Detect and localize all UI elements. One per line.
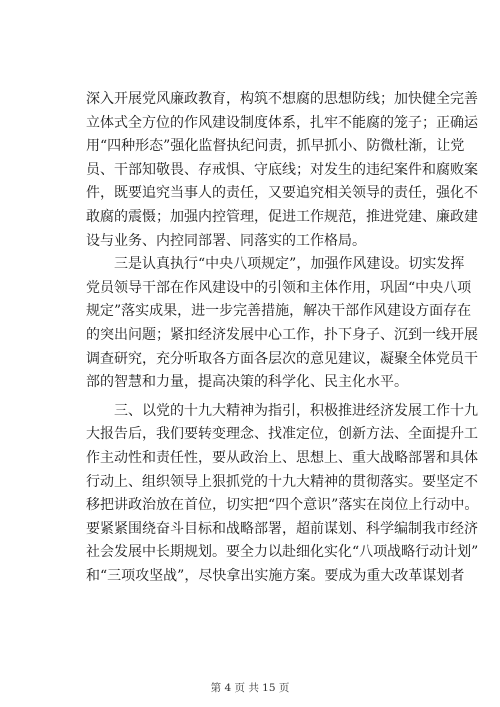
page-number-footer: 第 4 页 共 15 页 [210, 682, 290, 694]
document-body [86, 88, 479, 588]
text-line: 部的智慧和力量，提高决策的科学化、民主化水平。 [86, 374, 408, 391]
text-line: 调查研究，充分听取各方面各层次的意见建议，凝聚全体党员干 [86, 350, 478, 367]
text-line: 要紧紧围绕奋斗目标和战略部署，超前谋划、科学编制我市经济 [86, 520, 478, 537]
text-line: 党员领导干部在作风建设中的引领和主体作用，巩固“中央八项 [86, 279, 472, 296]
text-line: 作主动性和责任性，要从政治上、思想上、重大战略部署和具体 [86, 449, 478, 466]
text-line: 用“四种形态”强化监督执纪问责，抓早抓小、防微杜渐，让党 [86, 138, 465, 155]
text-line: 移把讲政治放在首位，切实把“四个意识”落实在岗位上行动中。 [86, 497, 479, 514]
text-line: 规定”落实成果，进一步完善措施，解决干部作风建设方面存在 [86, 303, 472, 320]
text-line: 立体式全方位的作风建设制度体系，扎牢不能腐的笼子；正确运 [86, 114, 478, 131]
text-line: 和“三项攻坚战”，尽快拿出实施方案。要成为重大改革谋划者 [86, 567, 465, 584]
text-line: 深入开展党风廉政教育，构筑不想腐的思想防线；加快健全完善 [86, 91, 478, 107]
text-line: 三、以党的十九大精神为指引，积极推进经济发展工作十九 [86, 402, 478, 419]
text-line: 敢腐的震慑；加强内控管理，促进工作规范，推进党建、廉政建 [86, 208, 478, 225]
text-line: 三是认真执行“中央八项规定”，加强作风建设。切实发挥 [86, 256, 465, 273]
text-line: 大报告后，我们要转变理念、找准定位，创新方法、全面提升工 [86, 426, 478, 443]
text-line: 社会发展中长期规划。要全力以赴细化实化“八项战略行动计划” [86, 544, 479, 561]
text-line: 员、干部知敬畏、存戒惧、守底线；对发生的违纪案件和腐败案 [86, 161, 478, 178]
text-line: 件，既要追究当事人的责任，又要追究相关领导的责任，强化不 [86, 185, 478, 202]
text-line: 行动上、组织领导上狠抓党的十九大精神的贯彻落实。要坚定不 [86, 473, 478, 490]
text-line: 设与业务、内控同部署、同落实的工作格局。 [86, 232, 366, 249]
text-line: 的突出问题；紧扣经济发展中心工作，扑下身子、沉到一线开展 [86, 326, 478, 343]
